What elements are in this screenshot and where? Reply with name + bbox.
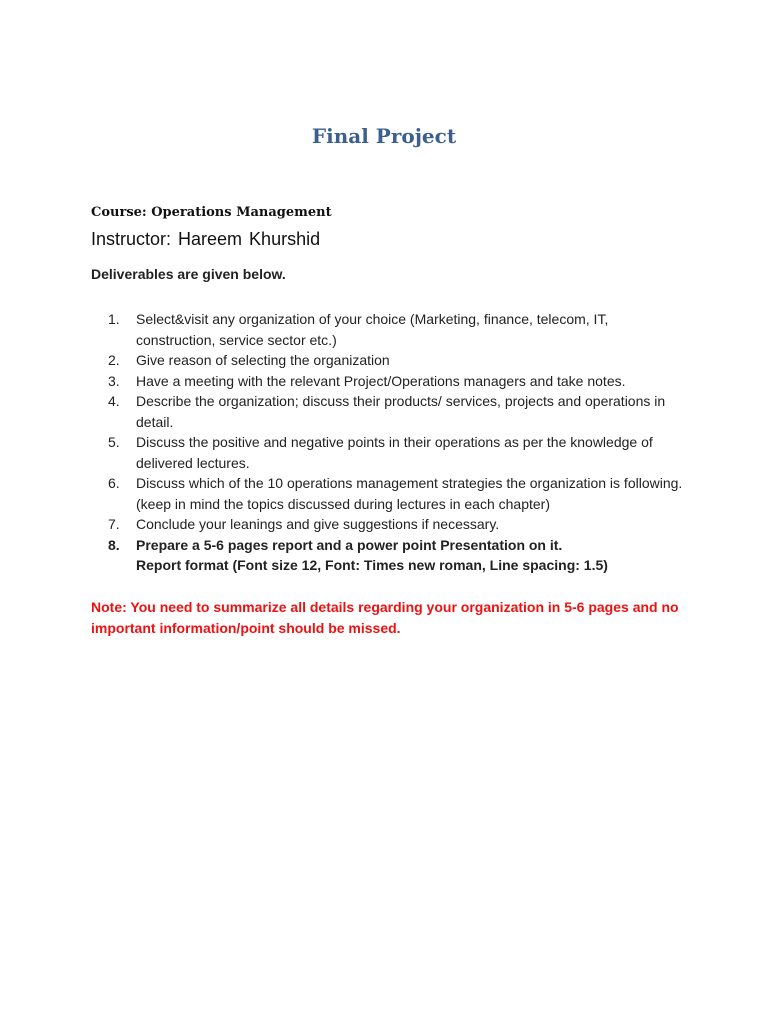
list-item-number: 8. [108, 536, 120, 553]
list-item-number: 5. [108, 434, 120, 450]
note-text: Note: You need to summarize all details regarding your organization in 5-6 pages and no important information/point should be missed. [91, 599, 679, 636]
list-item-body [136, 535, 688, 576]
list-item [108, 535, 688, 576]
list-item-text: Prepare a 5-6 pages report and a power point Presentation on it. [136, 536, 563, 553]
list-item-text: Give reason of selecting the organization [136, 352, 390, 368]
instructor-line: Instructor: Hareem Khurshid [91, 229, 321, 249]
list-item [108, 391, 688, 432]
list-item-text: Have a meeting with the relevant Project/Operations managers and take notes. [136, 372, 626, 389]
list-item-number: 6. [108, 475, 120, 491]
list-item [108, 371, 688, 392]
list-item-text: Select&visit any organization of your choice (Marketing, finance, telecom, IT, construction, service sector etc.) [136, 311, 609, 348]
list-item-number: 3. [108, 372, 120, 389]
list-item [108, 473, 688, 514]
list-item-number: 7. [108, 516, 120, 532]
list-item-number: 4. [108, 393, 120, 409]
list-item-number: 1. [108, 311, 120, 327]
report-format-text: Report format (Font size 12, Font: Times new roman, Line spacing: 1.5) [136, 557, 608, 573]
document-title: Final Project [311, 124, 457, 148]
list-item-text: Discuss which of the 10 operations management strategies the organization is following.(keep in mind the topics discussed during lectures in each chapter) [136, 475, 683, 512]
deliverables-list [108, 309, 688, 576]
deliverables-heading: Deliverables are given below. [91, 266, 286, 282]
list-item-text: Describe the organization; discuss their products/ services, projects and operations in detail. [136, 393, 666, 430]
list-item [108, 432, 688, 473]
list-item-number: 2. [108, 352, 120, 368]
list-item [108, 309, 688, 350]
list-item [108, 514, 688, 535]
course-line: Course: Operations Management [91, 205, 332, 220]
list-item-text: Conclude your leanings and give suggestions if necessary. [136, 516, 500, 532]
list-item-text: Discuss the positive and negative points in their operations as per the knowledge of delivered lectures. [136, 434, 653, 471]
list-item [108, 350, 688, 371]
